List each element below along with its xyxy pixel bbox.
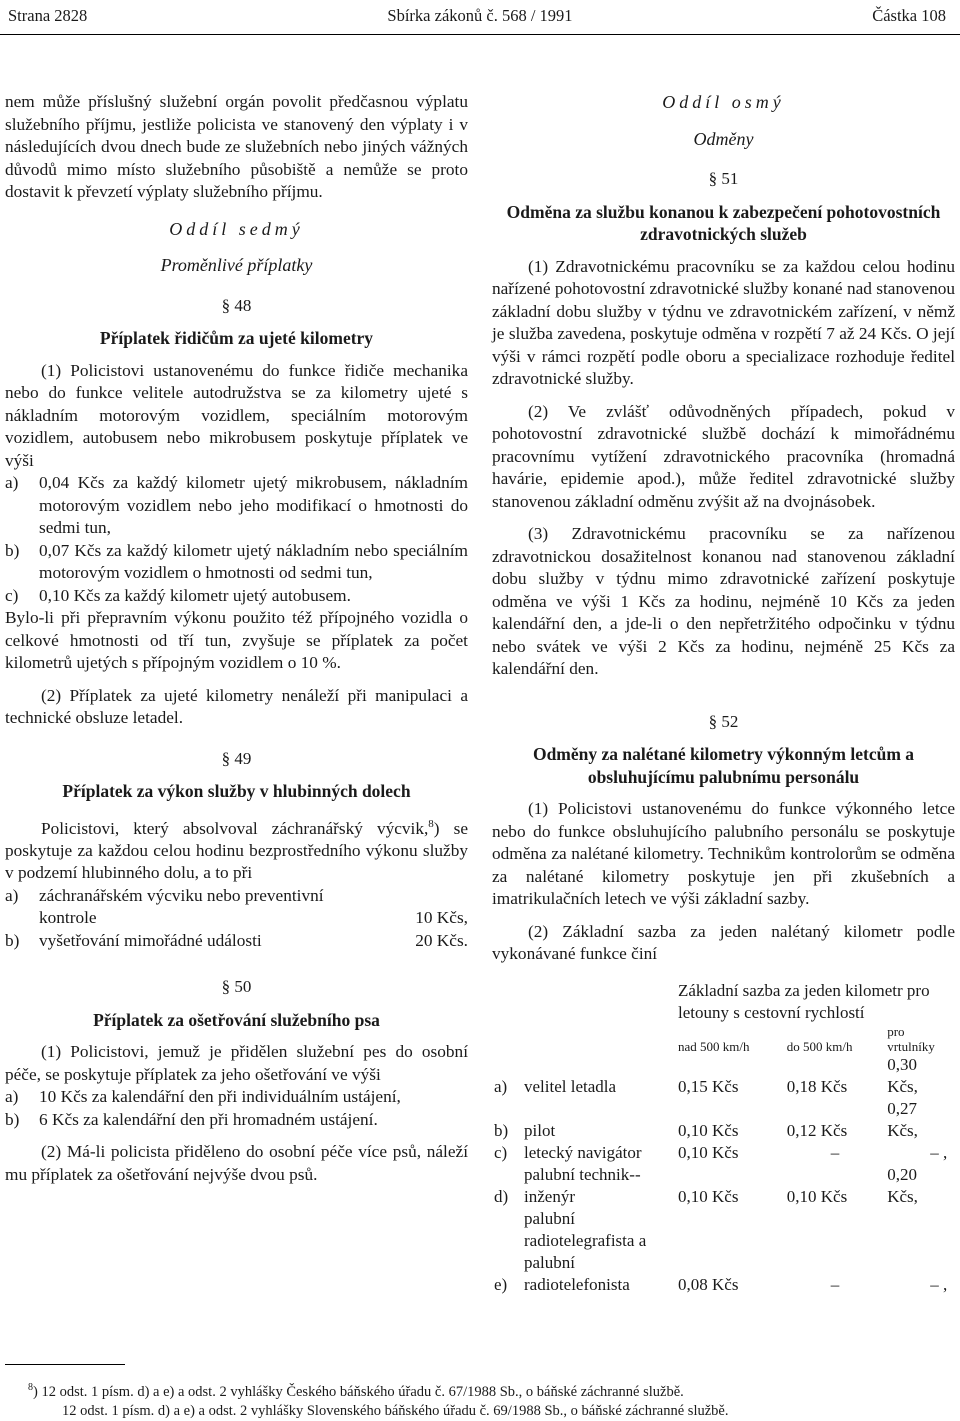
table-row: e) palubní radiotelegrafista a palubní radiotelefonista 0,08 Kčs – – , <box>494 1208 948 1294</box>
footnote-divider <box>5 1364 125 1365</box>
paragraph-48-number: § 48 <box>221 295 252 315</box>
p51-para-3: (3) Zdravotnickému pracovníku se za nařízenou zdravotnickou dosažitelnost konanou nad stanovenou základní dobu služby v týdnu mimo zdravotnické zařízení poskytuje odměna ve výši 1 Kčs za hodinu, nejméně 10 Kčs za jeden kalendářní den, a jde-li o den nepřetržitého odpočinku v týdnu nebo svátek ve výši 2 Kčs za hodinu, nejméně 25 Kčs za kalendářní den. <box>492 524 955 678</box>
section-8-title: Oddíl osmý <box>662 92 785 112</box>
p49-para: Policistovi, který absolvoval záchranářský výcvik,$^8$) se poskytuje za každou celou hodinu bezprostředního výkonu služby v podzemí hlubinného dolu, a to při <box>5 817 468 883</box>
table-row: b) pilot 0,10 Kčs 0,12 Kčs 0,27 Kčs, <box>494 1098 918 1140</box>
list-item: b) 0,07 Kčs za každý kilometr ujetý nákladním nebo speciálním motorovým vozidlem o hmotnosti od sedmi tun, <box>5 540 468 582</box>
right-column <box>492 91 955 1296</box>
section-7-subtitle: Proměnlivé příplatky <box>160 255 313 275</box>
list-item: b) vyšetřování mimořádné události 20 Kčs. <box>5 930 468 950</box>
list-item: b) 6 Kčs za kalendářní den při hromadném ustájení. <box>5 1109 378 1129</box>
paragraph-51-number: § 51 <box>708 169 739 188</box>
page-header <box>0 0 960 35</box>
footnote: $^8$) 12 odst. 1 písm. d) a e) a odst. 2 vyhlášky Českého báňského úřadu č. 67/1988 Sb., o báňské záchranné službě. <box>28 1382 684 1400</box>
paragraph-51-title: Odměna za službu konanou k zabezpečení pohotovostních zdravotnických služeb <box>506 201 941 244</box>
table-group-header: Základní sazba za jeden kilometr pro letouny s cestovní rychlostí <box>678 980 930 1022</box>
table-row: c) letecký navigátor 0,10 Kčs – – , <box>494 1142 948 1162</box>
footnote-ref: 8 <box>428 817 434 830</box>
paragraph-49-title: Příplatek za výkon služby v hlubinných dolech <box>62 781 411 801</box>
table-row: a) velitel letadla 0,15 Kčs 0,18 Kčs 0,30 Kčs, <box>494 1054 918 1096</box>
p48-para-1-end: Bylo-li při přepravním výkonu použito též přípojného vozidla o celkové hmotnosti od tří tun, zvyšuje se příplatek za počet kilometrů ujetých s přípojným vozidlem o 10 %. <box>5 608 468 672</box>
paragraph-52-title: Odměny za nalétané kilometry výkonným letcům a obsluhujícímu palubnímu personálu <box>532 744 915 787</box>
p50-para-1: (1) Policistovi, jemuž je přidělen služební pes do osobní péče, se poskytuje příplatek za jeho ošetřování ve výši <box>5 1042 468 1084</box>
section-8-subtitle: Odměny <box>693 128 754 149</box>
left-column <box>5 91 468 1186</box>
section-7-title: Oddíl sedmý <box>169 218 304 239</box>
footnotes <box>0 1378 960 1421</box>
table-row: d) palubní technik--inženýr 0,10 Kčs 0,10 Kčs 0,20 Kčs, <box>494 1164 918 1206</box>
p48-para-1: (1) Policistovi ustanovenému do funkce řidiče mechanika nebo do funkce velitele autodružstva se za kilometry ujeté s nákladním motorovým vozidlem, speciálním motorovým vozidlem, autobusem nebo mikrobusem poskytuje příplatek ve výši <box>5 360 468 470</box>
p51-para-2: (2) Ve zvlášť odůvodněných případech, pokud v pohotovostní zdravotnické službě dochází k mimořádnému pracovnímu vytížení zdravotnického pracovníka (hromadná havárie, epidemie apod.), může ředitel zdravotnické služby stanovenou základní odměnu zvýšit až na dvojnásobek. <box>492 401 955 511</box>
paragraph-52-number: § 52 <box>708 711 739 731</box>
paragraph-50-title: Příplatek za ošetřování služebního psa <box>93 1009 380 1030</box>
list-item: a) 10 Kčs za kalendářní den při individuálním ustájení, <box>5 1087 401 1107</box>
page-number: Strana 2828 <box>8 6 88 25</box>
p52-para-2: (2) Základní sazba za jeden nalétaný kilometr podle vykonávané funkce činí <box>492 921 955 963</box>
paragraph-49-number: § 49 <box>221 748 252 768</box>
column-header: pro vrtulníky <box>887 1023 935 1054</box>
collection-title: Sbírka zákonů č. 568 / 1991 <box>387 6 573 25</box>
column-header: do 500 km/h <box>786 1038 853 1054</box>
p52-para-1: (1) Policistovi ustanovenému do funkce výkonného letce nebo do funkce obsluhujícího palubního personálu se poskytuje odměna za nalétané kilometry. Technikům kontrolorům se odměna za nalétané kilometry poskytuje jen při zkušebních a imatrikulačních letech ve výši základní sazby. <box>492 799 955 908</box>
column-header: nad 500 km/h <box>678 1038 750 1054</box>
list-item: a) záchranářském výcviku nebo preventivní kontrole 10 Kčs, <box>5 885 468 928</box>
footnote: 12 odst. 1 písm. d) a e) a odst. 2 vyhlášky Slovenského báňského úřadu č. 69/1988 Sb., o báňské záchranné službě. <box>62 1402 729 1419</box>
p48-para-2: (2) Příplatek za ujeté kilometry nenáleží při manipulaci a technické obsluze letadel. <box>5 685 468 727</box>
paragraph-50-number: § 50 <box>221 977 252 997</box>
intro-paragraph: nem může příslušný služební orgán povolit předčasnou výplatu služebního příjmu, jestliže policista ve stanovený den výplaty i v následujících dvou dnech bude ze služebních nebo jiných vážných důvodů mimo místo služebního působiště a nemůže se proto dostavit k převzetí výplaty služebního příjmu. <box>5 92 468 201</box>
p50-para-2: (2) Má-li policista přiděleno do osobní péče více psů, náleží mu příplatek za ošetřování nejvýše dvou psů. <box>5 1142 468 1184</box>
part-number: Částka 108 <box>872 6 946 25</box>
list-item: c) 0,10 Kčs za každý kilometr ujetý autobusem. <box>5 585 351 605</box>
p51-para-1: (1) Zdravotnickému pracovníku se za každou celou hodinu nařízené pohotovostní zdravotnické služby konané nad stanovenou základní dobu služby v týdnu ve zdravotnickém zařízení, v němž je služba zavedena, poskytuje odměna v rozpětí 7 až 24 Kčs. O její výši v rámci rozpětí podle oboru a specializace rozhoduje ředitel zdravotnické služby. <box>492 256 955 388</box>
paragraph-48-title: Příplatek řidičům za ujeté kilometry <box>99 328 374 348</box>
rates-table <box>492 980 955 1296</box>
list-item: a) 0,04 Kčs za každý kilometr ujetý mikrobusem, nákladním motorovým vozidlem nebo jeho modifikací o hmotnosti do sedmi tun, <box>5 473 468 537</box>
